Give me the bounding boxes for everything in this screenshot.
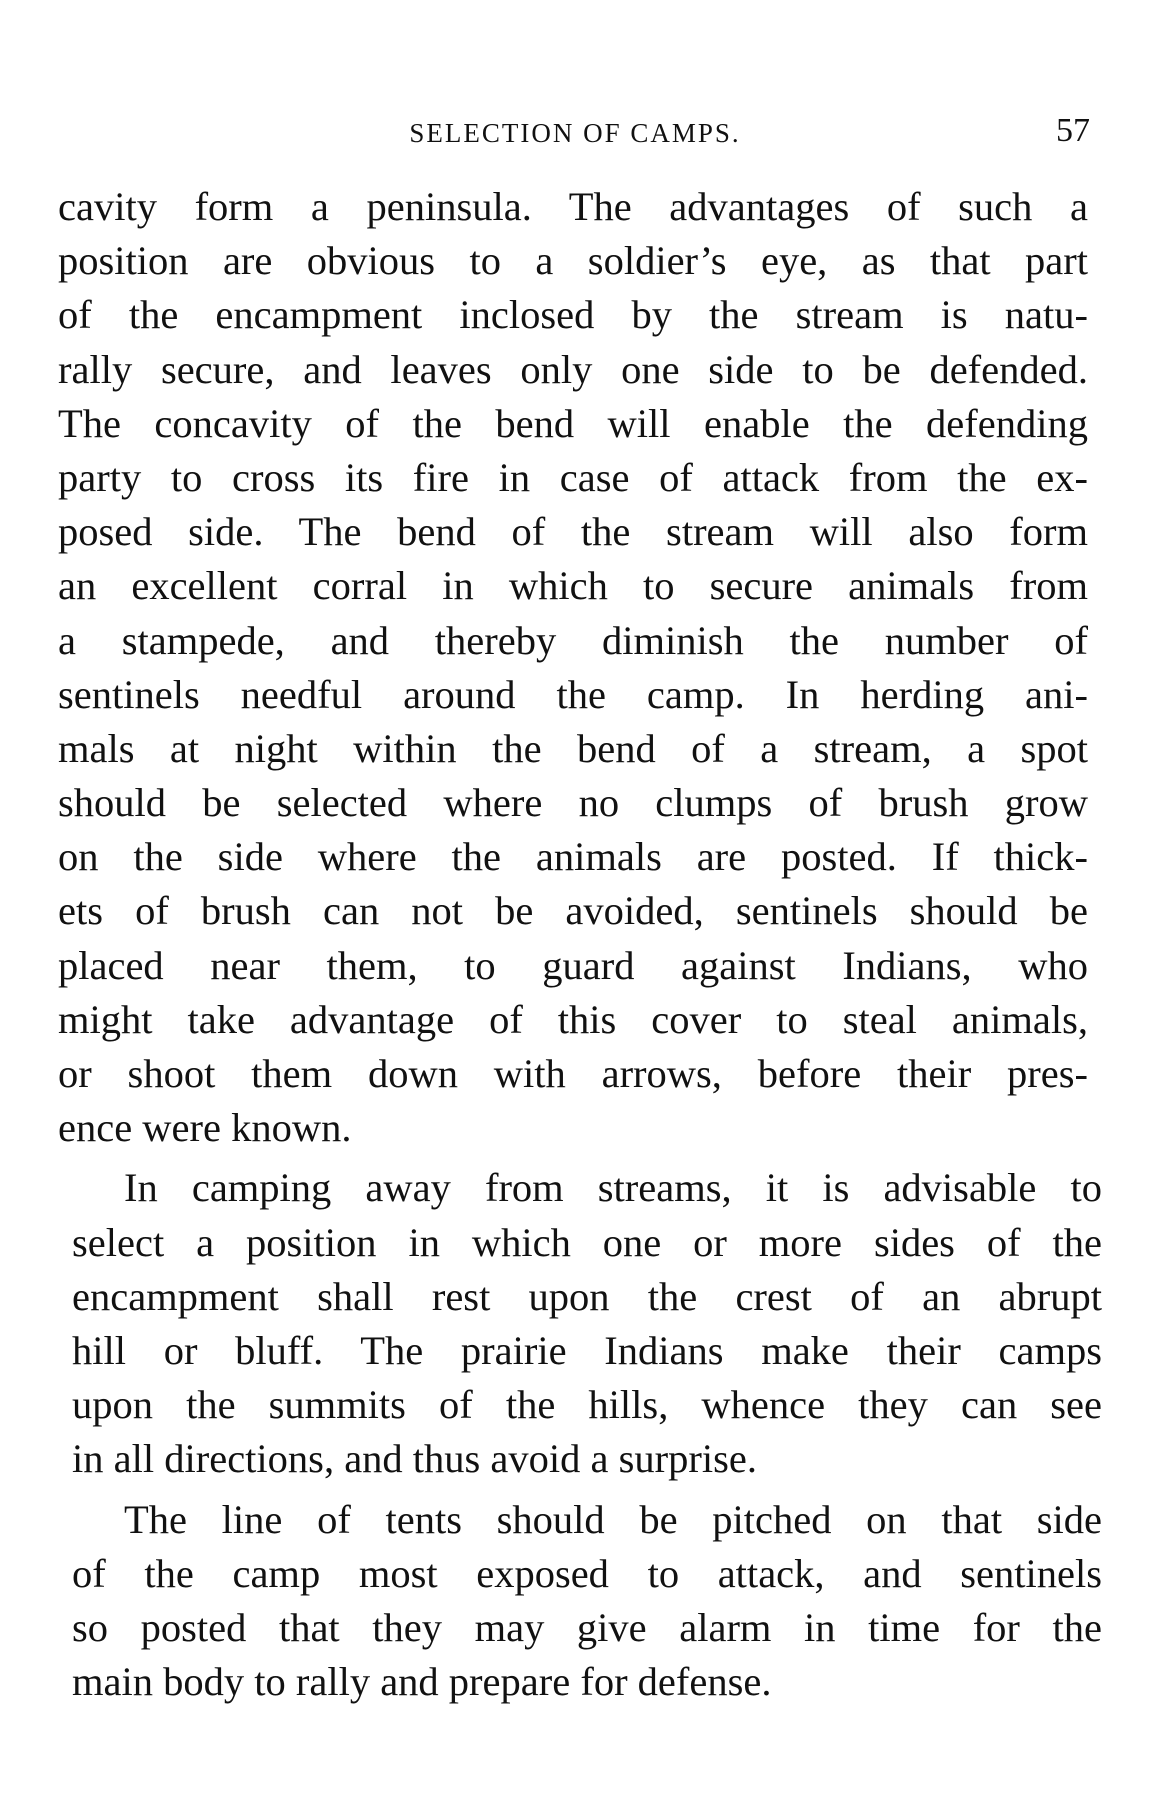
text-line: ence were known. [58,1105,352,1151]
text-line: on the side where the animals are posted. If thick- [58,834,1088,880]
text-line: so posted that they may give alarm in time for the [72,1604,1102,1650]
running-title: SELECTION OF CAMPS. [409,118,741,148]
text-line: select a position in which one or more sides of the [72,1219,1102,1265]
text-line: sentinels needful around the camp. In herding ani- [58,671,1088,717]
text-line: in all directions, and thus avoid a surprise. [72,1436,757,1482]
text-line: posed side. The bend of the stream will also form [58,509,1088,555]
text-line: a stampede, and thereby diminish the number of [58,617,1088,663]
text-line: hill or bluff. The prairie Indians make their camps [72,1327,1102,1373]
text-line: of the camp most exposed to attack, and sentinels [72,1550,1102,1596]
text-line: main body to rally and prepare for defense. [72,1659,772,1705]
text-line: might take advantage of this cover to steal animals, [58,996,1088,1042]
text-line: position are obvious to a soldier’s eye, as that part [58,238,1088,284]
text-line: The concavity of the bend will enable the defending [58,400,1088,446]
text-line: encampment shall rest upon the crest of an abrupt [72,1273,1102,1319]
text-line: of the encampment inclosed by the stream is natu- [58,292,1088,338]
text-line: placed near them, to guard against Indians, who [58,942,1088,988]
text-line: or shoot them down with arrows, before their pres- [58,1051,1088,1096]
text-line: party to cross its fire in case of attack from the ex- [58,454,1088,500]
text-line: upon the summits of the hills, whence they can see [72,1382,1102,1428]
text-line: rally secure, and leaves only one side to be defended. [58,346,1088,392]
text-line: In camping away from streams, it is advisable to [124,1165,1102,1211]
paragraph-1 [58,180,1088,1155]
running-head [60,112,1090,152]
text-line: should be selected where no clumps of brush grow [58,780,1088,826]
paragraph-3 [72,1493,1102,1710]
text-line: The line of tents should be pitched on that side [124,1496,1102,1542]
text-line: ets of brush can not be avoided, sentinels should be [58,888,1088,934]
body-text [58,180,1102,1709]
text-line: cavity form a peninsula. The advantages of such a [58,184,1088,229]
page-number: 57 [1056,112,1090,149]
paragraph-2 [72,1161,1102,1486]
text-line: mals at night within the bend of a stream, a spot [58,725,1088,771]
text-line: an excellent corral in which to secure animals from [58,563,1088,609]
